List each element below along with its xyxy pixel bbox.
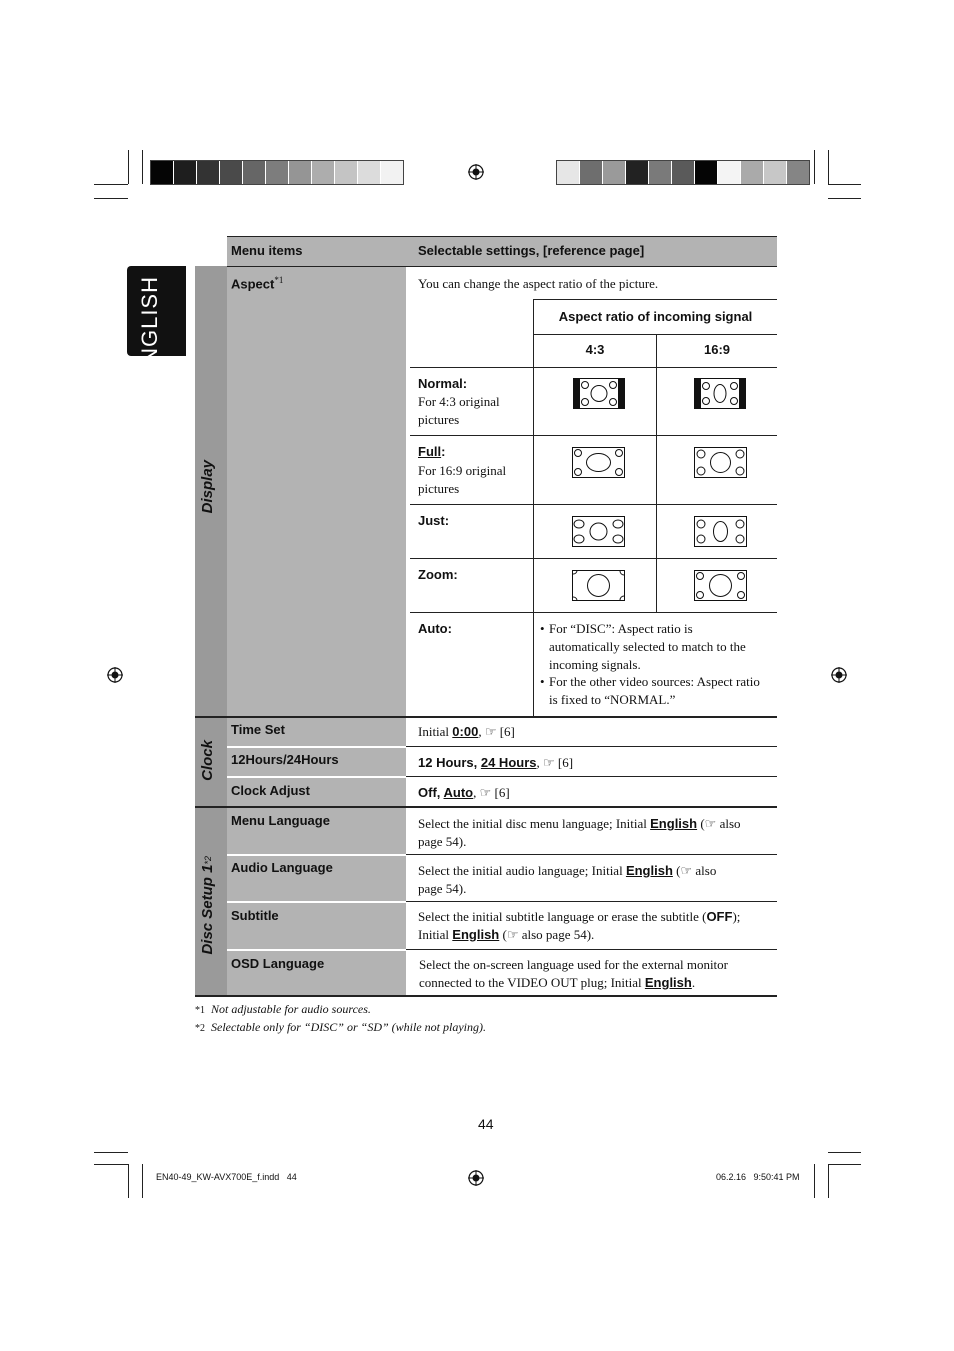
menu-item-menu-language[interactable]: Menu Language bbox=[231, 813, 330, 828]
just-43-screen-icon bbox=[572, 516, 625, 547]
just-169-screen-icon bbox=[694, 516, 747, 547]
zoom-169-screen-icon bbox=[694, 570, 747, 601]
aspect-normal-label: Normal: bbox=[418, 376, 468, 391]
auto-bullet-2: • For the other video sources: Aspect ratio is fixed to “NORMAL.” bbox=[540, 674, 760, 707]
grayscale-bar-right bbox=[556, 160, 810, 185]
subtitle-desc: Select the initial subtitle language or erase the subtitle (OFF); Initial English (☞ also page 54). bbox=[418, 909, 741, 942]
footnote-1: *1 Not adjustable for audio sources. bbox=[195, 1002, 371, 1016]
clock-adjust-value: Off, Auto, ☞ [6] bbox=[418, 785, 510, 800]
aspect-normal-desc: For 4:3 original pictures bbox=[418, 394, 500, 427]
time-set-value: Initial 0:00, ☞ [6] bbox=[418, 724, 515, 739]
print-file-info: EN40-49_KW-AVX700E_f.indd 44 bbox=[156, 1172, 297, 1182]
menu-item-time-set[interactable]: Time Set bbox=[231, 722, 285, 737]
header-menu-items: Menu items bbox=[231, 243, 303, 258]
print-date-info: 06.2.16 9:50:41 PM bbox=[716, 1172, 800, 1182]
section-disc-setup: Disc Setup 1*2 bbox=[199, 856, 216, 955]
audio-language-desc: Select the initial audio language; Initial English (☞ also page 54). bbox=[418, 863, 717, 896]
signal-header: Aspect ratio of incoming signal bbox=[558, 309, 753, 324]
grayscale-bar-left bbox=[150, 160, 404, 185]
aspect-just-label: Just: bbox=[418, 513, 450, 528]
aspect-full-desc: For 16:9 original pictures bbox=[418, 463, 507, 496]
registration-mark-icon bbox=[468, 1170, 484, 1186]
col-43: 4:3 bbox=[585, 342, 605, 357]
menu-item-12-24-hours[interactable]: 12Hours/24Hours bbox=[231, 752, 339, 767]
aspect-zoom-label: Zoom: bbox=[418, 567, 458, 582]
aspect-intro: You can change the aspect ratio of the picture. bbox=[418, 276, 659, 291]
osd-language-desc: Select the on-screen language used for the external monitor connected to the VIDEO OUT plug; Initial English. bbox=[419, 957, 728, 990]
language-side-tab bbox=[127, 266, 186, 380]
aspect-auto-label: Auto: bbox=[418, 621, 452, 636]
registration-mark-icon bbox=[107, 667, 123, 683]
section-clock: Clock bbox=[199, 740, 216, 781]
footnote-2: *2 Selectable only for “DISC” or “SD” (while not playing). bbox=[195, 1020, 486, 1034]
hours-value: 12 Hours, 24 Hours, ☞ [6] bbox=[418, 755, 574, 770]
menu-item-aspect[interactable]: Aspect$^{*1}$ bbox=[231, 275, 284, 292]
menu-item-osd-language[interactable]: OSD Language bbox=[231, 956, 325, 971]
registration-mark-icon bbox=[831, 667, 847, 683]
normal-169-screen-icon bbox=[694, 378, 746, 409]
page-number: 44 bbox=[478, 1116, 494, 1132]
menu-items-column bbox=[227, 266, 406, 996]
menu-item-clock-adjust[interactable]: Clock Adjust bbox=[231, 783, 310, 798]
header-selectable-settings: Selectable settings, [reference page] bbox=[418, 243, 645, 258]
auto-bullet-1: • For “DISC”: Aspect ratio is automatically selected to match to the incoming signals. bbox=[540, 621, 746, 672]
registration-mark-icon bbox=[468, 164, 484, 180]
aspect-full-label: Full: bbox=[418, 444, 446, 459]
normal-43-screen-icon bbox=[573, 378, 625, 409]
menu-item-audio-language[interactable]: Audio Language bbox=[231, 860, 333, 875]
menu-item-subtitle[interactable]: Subtitle bbox=[231, 908, 279, 923]
menu-language-desc: Select the initial disc menu language; Initial English (☞ also page 54). bbox=[418, 816, 741, 849]
full-169-screen-icon bbox=[694, 447, 747, 478]
full-43-screen-icon bbox=[572, 447, 625, 478]
zoom-43-screen-icon bbox=[572, 570, 625, 601]
side-tab-label: ENGLISH bbox=[137, 276, 162, 380]
col-169: 16:9 bbox=[703, 342, 731, 357]
section-display: Display bbox=[199, 460, 216, 514]
